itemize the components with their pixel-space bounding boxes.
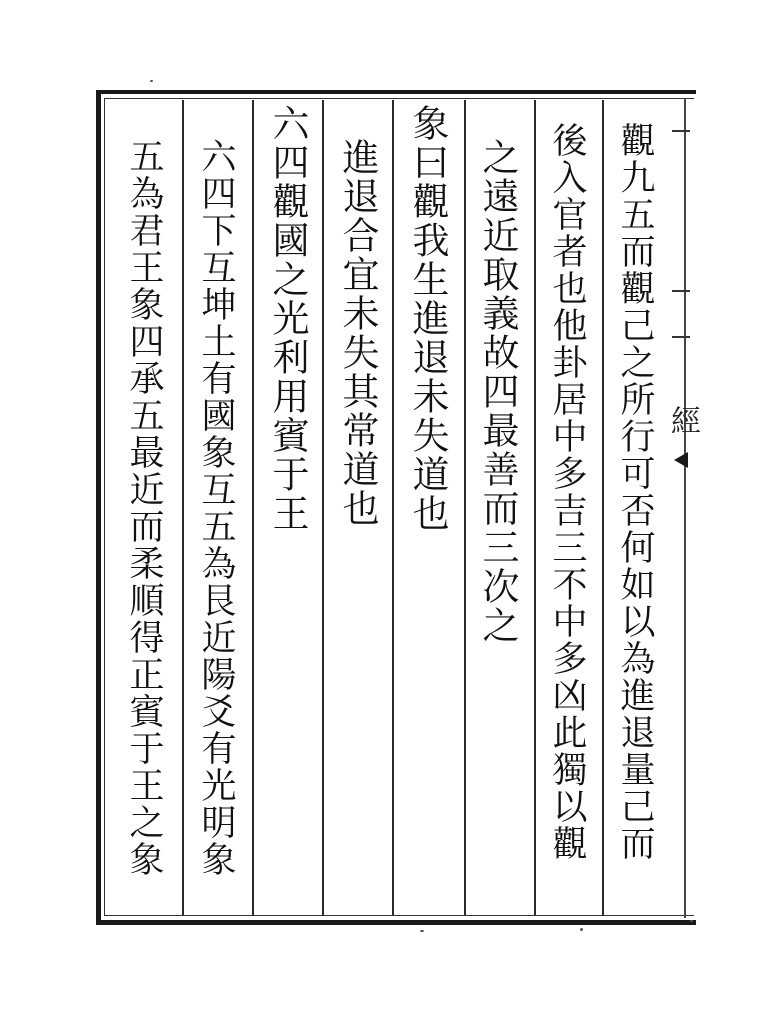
column-rule — [534, 100, 536, 915]
text-column-6: 六四觀國之光利用賓于王 — [266, 104, 309, 533]
column-rule — [464, 100, 466, 915]
fold-tick — [672, 290, 690, 292]
fold-tick — [672, 130, 690, 132]
column-rule — [392, 100, 394, 915]
column-rule — [182, 100, 184, 915]
fish-tail-mark — [674, 452, 688, 468]
page-fold — [664, 100, 704, 920]
text-column-7: 六四下互坤土有國象互五為艮近陽爻有光明象 — [196, 138, 236, 878]
ink-speck — [580, 928, 583, 931]
text-column-1: 觀九五而觀己之所行可否何如以為進退量己而 — [615, 122, 655, 862]
column-rule — [322, 100, 324, 915]
fold-tick — [672, 336, 690, 338]
fold-label: 經 — [665, 405, 700, 435]
text-column-3: 之遠近取義故四最善而三次之 — [476, 138, 519, 645]
text-column-2: 後入官者也他卦居中多吉三不中多凶此獨以觀 — [547, 122, 587, 862]
text-column-8: 五為君王象四承五最近而柔順得正賓于王之象 — [124, 138, 164, 878]
ink-speck — [150, 80, 153, 82]
text-column-4: 象曰觀我生進退未失道也 — [406, 104, 449, 533]
column-rule — [602, 100, 604, 915]
ink-speck — [420, 930, 424, 932]
text-column-5: 進退合宜未失其常道也 — [336, 138, 379, 528]
column-rule — [252, 100, 254, 915]
ink-speck — [690, 920, 693, 922]
